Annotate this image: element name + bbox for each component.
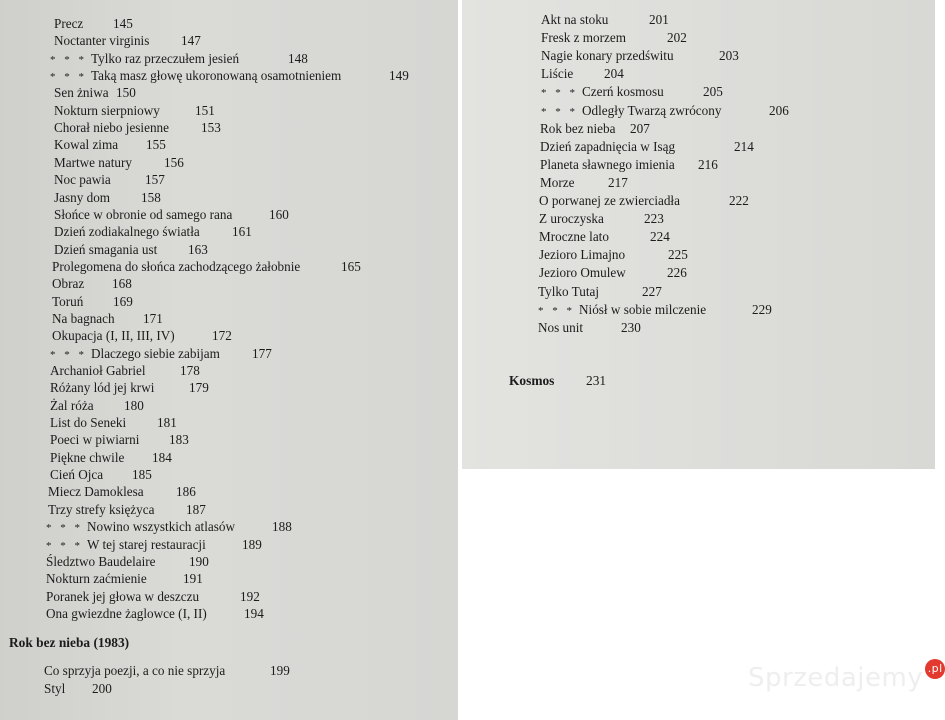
toc-entry-page-number: 169 xyxy=(113,293,133,309)
watermark-text: Sprzedajemy xyxy=(748,663,924,693)
toc-entry xyxy=(538,319,641,337)
toc-entry xyxy=(541,29,687,47)
toc-entry-page-number: 224 xyxy=(650,229,670,245)
toc-entry-page-number: 186 xyxy=(176,484,196,500)
section-heading xyxy=(509,372,607,390)
toc-entry-page-number: 156 xyxy=(164,154,184,170)
toc-entry-page-number: 153 xyxy=(201,120,221,136)
toc-entry xyxy=(54,15,133,33)
toc-entry xyxy=(539,228,670,246)
section-break-stars: * * * xyxy=(46,539,83,552)
toc-entry-title: Czerń kosmosu xyxy=(582,84,664,100)
toc-entry xyxy=(54,102,215,120)
toc-entry-page-number: 155 xyxy=(146,137,166,153)
right-book-page xyxy=(462,0,935,469)
toc-entry xyxy=(52,327,232,345)
toc-entry xyxy=(50,345,272,363)
toc-entry-page-number: 214 xyxy=(734,138,754,154)
toc-entry-title: Niósł w sobie milczenie xyxy=(579,301,707,317)
toc-entry xyxy=(54,119,221,137)
toc-entry xyxy=(46,536,262,554)
toc-entry-title: Fresk z morzem xyxy=(541,30,626,46)
section-break-stars: * * * xyxy=(50,71,87,84)
toc-entry-title: Dzień zodiakalnego światła xyxy=(54,224,200,240)
toc-entry xyxy=(50,414,177,432)
toc-entry-page-number: 202 xyxy=(667,30,687,46)
toc-entry-page-number: 226 xyxy=(667,265,687,281)
toc-entry xyxy=(540,138,754,156)
toc-entry-page-number: 189 xyxy=(242,536,262,552)
toc-entry xyxy=(50,431,189,449)
toc-entry xyxy=(539,192,749,210)
toc-entry-page-number: 191 xyxy=(183,571,203,587)
toc-entry-page-number: 181 xyxy=(157,415,177,431)
toc-entry-page-number: 225 xyxy=(668,247,688,263)
toc-entry-page-number: 203 xyxy=(719,48,739,64)
toc-entry-page-number: 194 xyxy=(244,605,264,621)
toc-entry-title: Dzień smagania ust xyxy=(54,241,158,257)
toc-entry xyxy=(50,397,144,415)
toc-entry-title: Okupacja (I, II, III, IV) xyxy=(52,328,175,344)
toc-entry-page-number: 161 xyxy=(232,224,252,240)
toc-entry-title: Tylko raz przeczułem jesień xyxy=(91,50,240,66)
toc-entry xyxy=(44,662,290,680)
toc-entry-title: Ona gwiezdne żaglowce (I, II) xyxy=(46,605,207,621)
toc-entry xyxy=(50,466,152,484)
toc-entry xyxy=(46,553,209,571)
section-break-stars: * * * xyxy=(46,522,83,535)
toc-entry xyxy=(541,47,739,65)
toc-entry xyxy=(52,275,132,293)
toc-entry xyxy=(538,283,662,301)
toc-entry-page-number: 160 xyxy=(269,206,289,222)
toc-entry-page-number: 171 xyxy=(143,310,163,326)
toc-entry-page-number: 216 xyxy=(698,156,718,172)
toc-entry xyxy=(540,120,650,138)
watermark-badge: .pl xyxy=(925,659,945,679)
toc-entry-title: Miecz Damoklesa xyxy=(48,484,144,500)
toc-entry-title: Poranek jej głowa w deszczu xyxy=(46,588,200,604)
toc-entry xyxy=(48,483,196,501)
toc-entry xyxy=(54,223,252,241)
toc-entry-title: Nokturn zaćmienie xyxy=(46,571,147,587)
toc-entry-page-number: 165 xyxy=(341,258,361,274)
toc-entry-title: Cień Ojca xyxy=(50,467,104,483)
watermark-logo xyxy=(748,663,945,693)
toc-entry-title: Nagie konary przedświtu xyxy=(541,48,674,64)
toc-entry xyxy=(54,206,289,224)
toc-entry-title: Sen żniwa xyxy=(54,85,109,101)
section-break-stars: * * * xyxy=(541,87,578,100)
toc-entry-title: Kowal zima xyxy=(54,137,119,153)
toc-entry-title: Prolegomena do słońca zachodzącego żałobnie xyxy=(52,258,301,274)
toc-entry-title: Dlaczego siebie zabijam xyxy=(91,345,220,361)
toc-entry-page-number: 223 xyxy=(644,211,664,227)
toc-entry xyxy=(541,65,624,83)
toc-entry-page-number: 206 xyxy=(769,102,789,118)
toc-entry xyxy=(52,293,133,311)
toc-entry xyxy=(50,449,172,467)
toc-entry xyxy=(539,246,688,264)
toc-entry-title: Żal róża xyxy=(50,397,94,413)
toc-entry-title: Różany lód jej krwi xyxy=(50,380,155,396)
toc-entry-title: Toruń xyxy=(52,293,84,309)
toc-entry-page-number: 177 xyxy=(252,345,272,361)
toc-entry-page-number: 227 xyxy=(642,283,662,299)
toc-entry xyxy=(46,588,260,606)
toc-entry-page-number: 148 xyxy=(288,50,308,66)
toc-entry-page-number: 163 xyxy=(188,241,208,257)
toc-entry-title: W tej starej restauracji xyxy=(87,536,206,552)
toc-entry-title: Chorał niebo jesienne xyxy=(54,120,169,136)
toc-entry-title: Tylko Tutaj xyxy=(538,283,600,299)
section-break-stars: * * * xyxy=(541,105,578,118)
toc-entry-page-number: 158 xyxy=(141,189,161,205)
toc-entry xyxy=(54,154,184,172)
toc-entry-page-number: 222 xyxy=(729,193,749,208)
toc-entry-page-number: 217 xyxy=(608,174,628,190)
toc-entry xyxy=(538,301,772,319)
toc-entry-page-number: 147 xyxy=(181,33,201,49)
toc-entry-page-number: 185 xyxy=(132,467,152,483)
toc-entry-title: Słońce w obronie od samego rana xyxy=(54,206,233,222)
toc-entry-page-number: 145 xyxy=(113,16,133,31)
toc-entry-page-number: 150 xyxy=(116,85,136,101)
toc-entry-page-number: 172 xyxy=(212,328,232,344)
toc-entry-title: Precz xyxy=(54,16,84,31)
toc-entry-title: Jasny dom xyxy=(54,189,111,205)
toc-entry-page-number: 201 xyxy=(649,12,669,27)
toc-entry xyxy=(54,136,166,154)
toc-entry xyxy=(540,174,628,192)
toc-entry-title: Jezioro Omulew xyxy=(539,265,626,281)
toc-entry-page-number: 199 xyxy=(270,663,290,678)
toc-entry-title: Z uroczyska xyxy=(539,211,604,227)
toc-entry-page-number: 205 xyxy=(703,84,723,100)
toc-entry-page-number: 168 xyxy=(112,276,132,292)
section-heading-title: Kosmos xyxy=(509,373,555,388)
section-break-stars: * * * xyxy=(50,53,87,66)
toc-entry-page-number: 151 xyxy=(195,102,215,118)
toc-entry-title: Obraz xyxy=(52,276,85,292)
toc-entry xyxy=(46,570,203,588)
toc-entry-page-number: 187 xyxy=(186,501,206,517)
toc-entry-title: Rok bez nieba xyxy=(540,120,616,136)
toc-entry-title: Liście xyxy=(541,66,574,82)
toc-entry-title: Na bagnach xyxy=(52,310,115,326)
toc-entry-title: Martwe natury xyxy=(54,154,132,170)
toc-entry-title: O porwanej ze zwierciadła xyxy=(539,193,680,208)
toc-entry xyxy=(50,50,308,68)
toc-entry-page-number: 200 xyxy=(92,681,112,696)
toc-entry xyxy=(50,362,200,380)
toc-entry xyxy=(541,102,789,120)
toc-entry-page-number: 178 xyxy=(180,363,200,378)
toc-entry-title: Dzień zapadnięcia w Isąg xyxy=(540,138,676,154)
toc-entry-page-number: 230 xyxy=(621,319,641,335)
toc-entry-title: Styl xyxy=(44,681,66,696)
toc-entry-title: Mroczne lato xyxy=(539,229,609,245)
toc-entry xyxy=(540,156,718,174)
toc-entry xyxy=(48,501,206,519)
toc-entry-title: Taką masz głowę ukoronowaną osamotnieniem xyxy=(91,68,342,84)
toc-entry-page-number: 229 xyxy=(752,301,772,317)
toc-entry-title: Trzy strefy księżyca xyxy=(48,501,155,517)
toc-entry-title: Odległy Twarzą zwrócony xyxy=(582,102,722,118)
toc-entry-title: Nowino wszystkich atlasów xyxy=(87,519,235,535)
toc-entry xyxy=(52,310,163,328)
toc-entry-page-number: 190 xyxy=(189,553,209,569)
toc-entry-page-number: 157 xyxy=(145,172,165,188)
toc-entry-title: Nokturn sierpniowy xyxy=(54,102,160,118)
section-break-stars: * * * xyxy=(50,348,87,361)
toc-entry-page-number: 149 xyxy=(389,68,409,84)
toc-entry xyxy=(54,189,161,207)
toc-entry-page-number: 180 xyxy=(124,397,144,413)
toc-entry-title: Jezioro Limajno xyxy=(539,247,626,263)
toc-entry-title: Morze xyxy=(540,174,575,190)
toc-entry xyxy=(541,11,669,29)
toc-entry-page-number: 188 xyxy=(272,519,292,535)
toc-entry-page-number: 183 xyxy=(169,432,189,448)
toc-entry-title: Noc pawia xyxy=(54,172,111,188)
toc-entry-page-number: 192 xyxy=(240,588,260,604)
toc-entry xyxy=(54,32,201,50)
toc-entry-page-number: 184 xyxy=(152,449,172,465)
section-break-stars: * * * xyxy=(538,304,575,317)
toc-entry-page-number: 207 xyxy=(630,120,650,136)
toc-entry-page-number: 179 xyxy=(189,380,209,396)
toc-entry xyxy=(52,258,361,276)
toc-entry-title: Co sprzyja poezji, a co nie sprzyja xyxy=(44,663,226,678)
toc-entry-title: Planeta sławnego imienia xyxy=(540,156,675,172)
toc-entry xyxy=(50,67,409,85)
toc-entry-title: Piękne chwile xyxy=(50,449,125,465)
toc-entry-title: Nos unit xyxy=(538,319,584,335)
toc-entry xyxy=(54,84,136,102)
toc-entry-title: List do Seneki xyxy=(50,415,127,431)
toc-entry xyxy=(539,264,687,282)
toc-entry xyxy=(54,241,208,259)
toc-entry-title: Poeci w piwiarni xyxy=(50,432,140,448)
toc-entry xyxy=(46,518,292,536)
toc-entry-title: Archanioł Gabriel xyxy=(50,363,146,378)
toc-entry xyxy=(50,379,209,397)
toc-entry xyxy=(541,83,723,101)
toc-entry xyxy=(46,605,264,623)
section-heading: Rok bez nieba (1983) xyxy=(9,635,130,650)
toc-entry xyxy=(54,171,165,189)
section-heading-page-number: 231 xyxy=(586,373,607,388)
toc-entry-title: Noctanter virginis xyxy=(54,33,150,49)
toc-entry xyxy=(44,680,112,698)
toc-entry-page-number: 204 xyxy=(604,66,624,82)
toc-entry-title: Śledztwo Baudelaire xyxy=(46,553,156,569)
toc-entry xyxy=(539,210,664,228)
toc-entry-title: Akt na stoku xyxy=(541,12,609,27)
